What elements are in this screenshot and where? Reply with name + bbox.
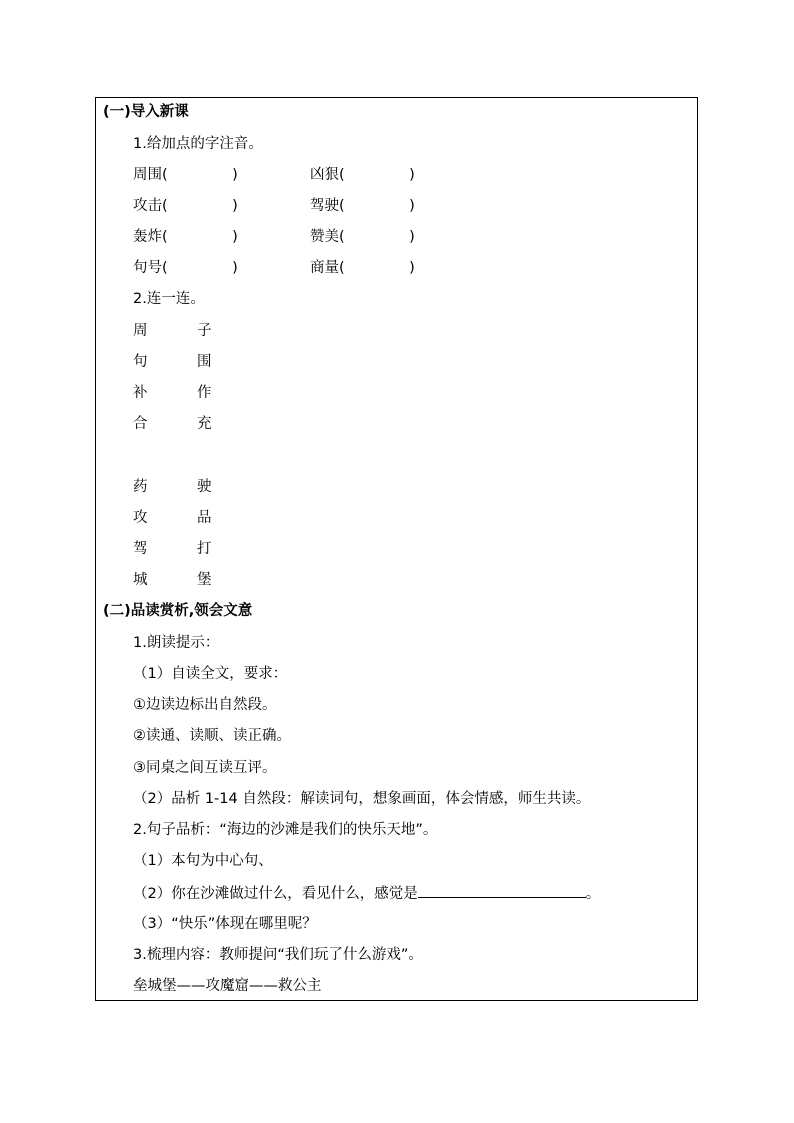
match-left-char: 周 xyxy=(133,323,148,339)
pinyin-item: 赞美( ) xyxy=(310,229,415,245)
pinyin-item: 攻击( ) xyxy=(133,198,238,214)
match-left-char: 攻 xyxy=(133,510,148,526)
question-pinyin-title: 1.给加点的字注音。 xyxy=(133,136,263,152)
match-right-char: 子 xyxy=(197,323,212,339)
pinyin-item: 商量( ) xyxy=(310,260,415,276)
paragraph-text: ②读通、读顺、读正确。 xyxy=(133,728,291,744)
paragraph-text: （1）本句为中心句、 xyxy=(133,853,273,869)
answer-blank-line xyxy=(418,883,586,898)
question-match-title: 2.连一连。 xyxy=(133,291,205,307)
match-left-char: 药 xyxy=(133,479,148,495)
pinyin-item: 轰炸( ) xyxy=(133,229,238,245)
paragraph-text: ①边读边标出自然段。 xyxy=(133,697,277,713)
match-right-char: 品 xyxy=(197,510,212,526)
paragraph-with-blank xyxy=(133,883,600,904)
paragraph-text: 3.梳理内容：教师提问“我们玩了什么游戏”。 xyxy=(133,947,423,963)
section-heading-intro: (一)导入新课 xyxy=(103,104,189,120)
paragraph-text: 。 xyxy=(585,886,601,902)
paragraph-text: （2）品析 1-14 自然段：解读词句，想象画面，体会情感，师生共读。 xyxy=(133,791,591,807)
paragraph-text: （3）“快乐”体现在哪里呢？ xyxy=(133,916,317,932)
match-left-char: 城 xyxy=(133,572,148,588)
paragraph-text: 2.句子品析：“海边的沙滩是我们的快乐天地”。 xyxy=(133,822,438,838)
match-right-char: 驶 xyxy=(197,479,212,495)
match-right-char: 打 xyxy=(197,541,212,557)
pinyin-item: 凶狠( ) xyxy=(310,167,415,183)
match-right-char: 充 xyxy=(197,416,212,432)
paragraph-text: 1.朗读提示： xyxy=(133,635,220,651)
match-right-char: 作 xyxy=(197,385,212,401)
section-heading-reading: (二)品读赏析,领会文意 xyxy=(103,603,253,619)
match-right-char: 围 xyxy=(197,354,212,370)
match-left-char: 驾 xyxy=(133,541,148,557)
pinyin-item: 周围( ) xyxy=(133,167,238,183)
paragraph-text: 垒城堡——攻魔窟——救公主 xyxy=(133,978,322,994)
match-left-char: 句 xyxy=(133,354,148,370)
match-right-char: 堡 xyxy=(197,572,212,588)
paragraph-text: ③同桌之间互读互评。 xyxy=(133,760,277,776)
paragraph-text: （1）自读全文，要求： xyxy=(133,666,288,682)
pinyin-item: 句号( ) xyxy=(133,260,238,276)
match-left-char: 补 xyxy=(133,385,148,401)
pinyin-item: 驾驶( ) xyxy=(310,198,415,214)
match-left-char: 合 xyxy=(133,416,148,432)
paragraph-text: （2）你在沙滩做过什么，看见什么，感觉是 xyxy=(133,886,418,902)
